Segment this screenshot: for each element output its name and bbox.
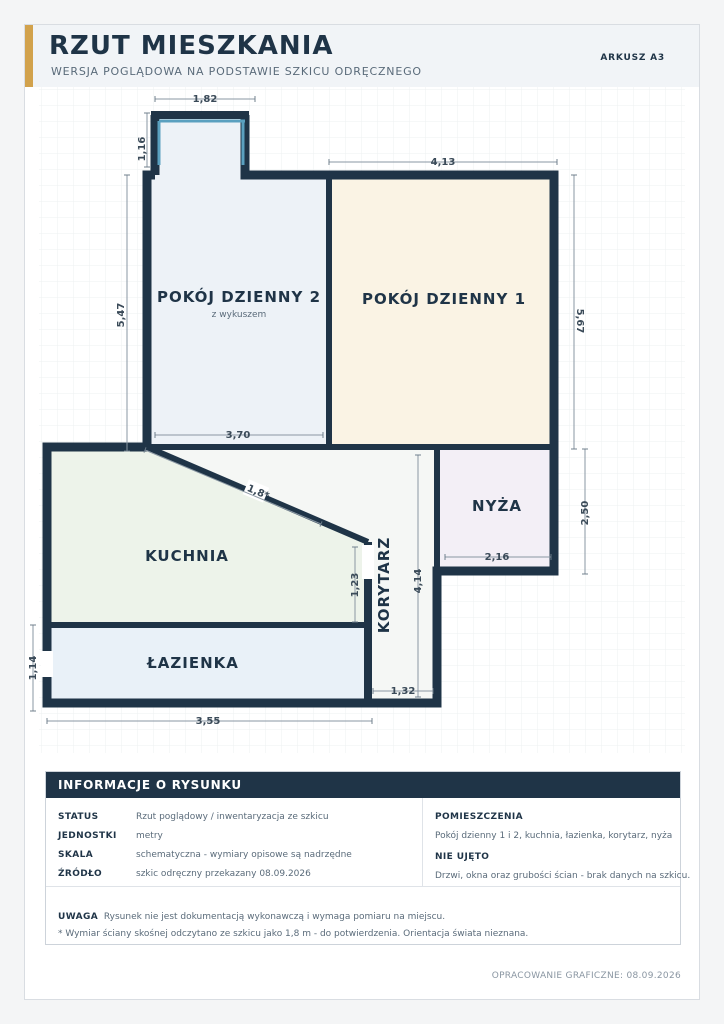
dim-bay-width: 1,82 xyxy=(192,94,218,105)
info-row-key: SKALA xyxy=(58,850,94,860)
dim-niche-height: 2,50 xyxy=(580,500,591,526)
kitchen-opening xyxy=(362,545,374,579)
drawing-sheet xyxy=(24,24,700,1000)
dim-diagonal-wall: 1,8* xyxy=(245,483,271,503)
info-rooms-value: Pokój dzienny 1 i 2, kuchnia, łazienka, korytarz, nyża xyxy=(435,831,673,841)
living-room-1-fill xyxy=(329,175,554,447)
room-label-living-2: POKÓJ DZIENNY 2 xyxy=(156,288,322,306)
dim-niche-width: 2,16 xyxy=(484,552,510,563)
dim-living-1-width: 4,13 xyxy=(430,157,456,168)
info-horizontal-divider xyxy=(46,886,680,887)
info-warning-value: Rysunek nie jest dokumentacją wykonawczą i wymaga pomiaru na miejscu. xyxy=(103,912,446,922)
dim-corridor-width: 1,32 xyxy=(390,686,416,697)
info-row-key: JEDNOSTKI xyxy=(58,831,117,841)
dim-living-2-height: 5,47 xyxy=(116,302,127,328)
info-row-value: schematyczna - wymiary opisowe są nadrzędne xyxy=(136,850,352,860)
dim-living-2-width: 3,70 xyxy=(225,430,251,441)
room-label-kitchen: KUCHNIA xyxy=(145,547,229,565)
info-rooms-key: POMIESZCZENIA xyxy=(435,812,524,822)
info-panel xyxy=(45,771,691,945)
info-row-value: Rzut poglądowy / inwentaryzacja ze szkicu xyxy=(136,812,329,822)
room-label-bathroom: ŁAZIENKA xyxy=(147,654,239,672)
info-row-value: szkic odręczny przekazany 08.09.2026 xyxy=(136,869,311,879)
info-panel-title: INFORMACJE O RYSUNKU xyxy=(46,772,680,798)
room-label-living-1: POKÓJ DZIENNY 1 xyxy=(361,290,527,308)
dim-bathroom-height: 1,14 xyxy=(28,655,39,681)
info-row-key: STATUS xyxy=(58,812,99,822)
info-warning-key: UWAGA xyxy=(58,912,99,922)
dim-living-1-height: 5,67 xyxy=(574,308,585,334)
dim-bottom-width: 3,55 xyxy=(195,716,221,727)
info-row-key: ŹRÓDŁO xyxy=(58,869,103,879)
page-title: RZUT MIESZKANIA xyxy=(49,31,334,61)
room-label-corridor: KORYTARZ xyxy=(375,536,393,634)
info-warning xyxy=(58,912,445,922)
page-subtitle: WERSJA POGLĄDOWA NA PODSTAWIE SZKICU ODRĘCZNEGO xyxy=(51,65,422,78)
info-row-value: metry xyxy=(136,831,163,841)
dim-bay-depth: 1,16 xyxy=(137,136,148,162)
footer-credit: OPRACOWANIE GRAFICZNE: 08.09.2026 xyxy=(491,971,681,981)
bay-wall xyxy=(151,111,249,119)
bathroom-opening xyxy=(41,651,53,677)
dim-corridor-height: 4,14 xyxy=(413,568,424,594)
dim-kitchen-wall: 1,23 xyxy=(350,572,361,598)
sheet-code: ARKUSZ A3 xyxy=(600,53,665,63)
info-excluded-value: Drzwi, okna oraz grubości ścian - brak danych na szkicu. xyxy=(435,871,691,881)
room-note-living-2: z wykuszem xyxy=(211,310,267,320)
info-vertical-divider xyxy=(422,798,423,886)
info-footnote: * Wymiar ściany skośnej odczytano ze szkicu jako 1,8 m - do potwierdzenia. Orientacja świata nieznana. xyxy=(58,929,529,939)
info-excluded-key: NIE UJĘTO xyxy=(435,852,490,862)
floor-plan xyxy=(25,25,699,765)
room-label-niche: NYŻA xyxy=(472,497,522,515)
